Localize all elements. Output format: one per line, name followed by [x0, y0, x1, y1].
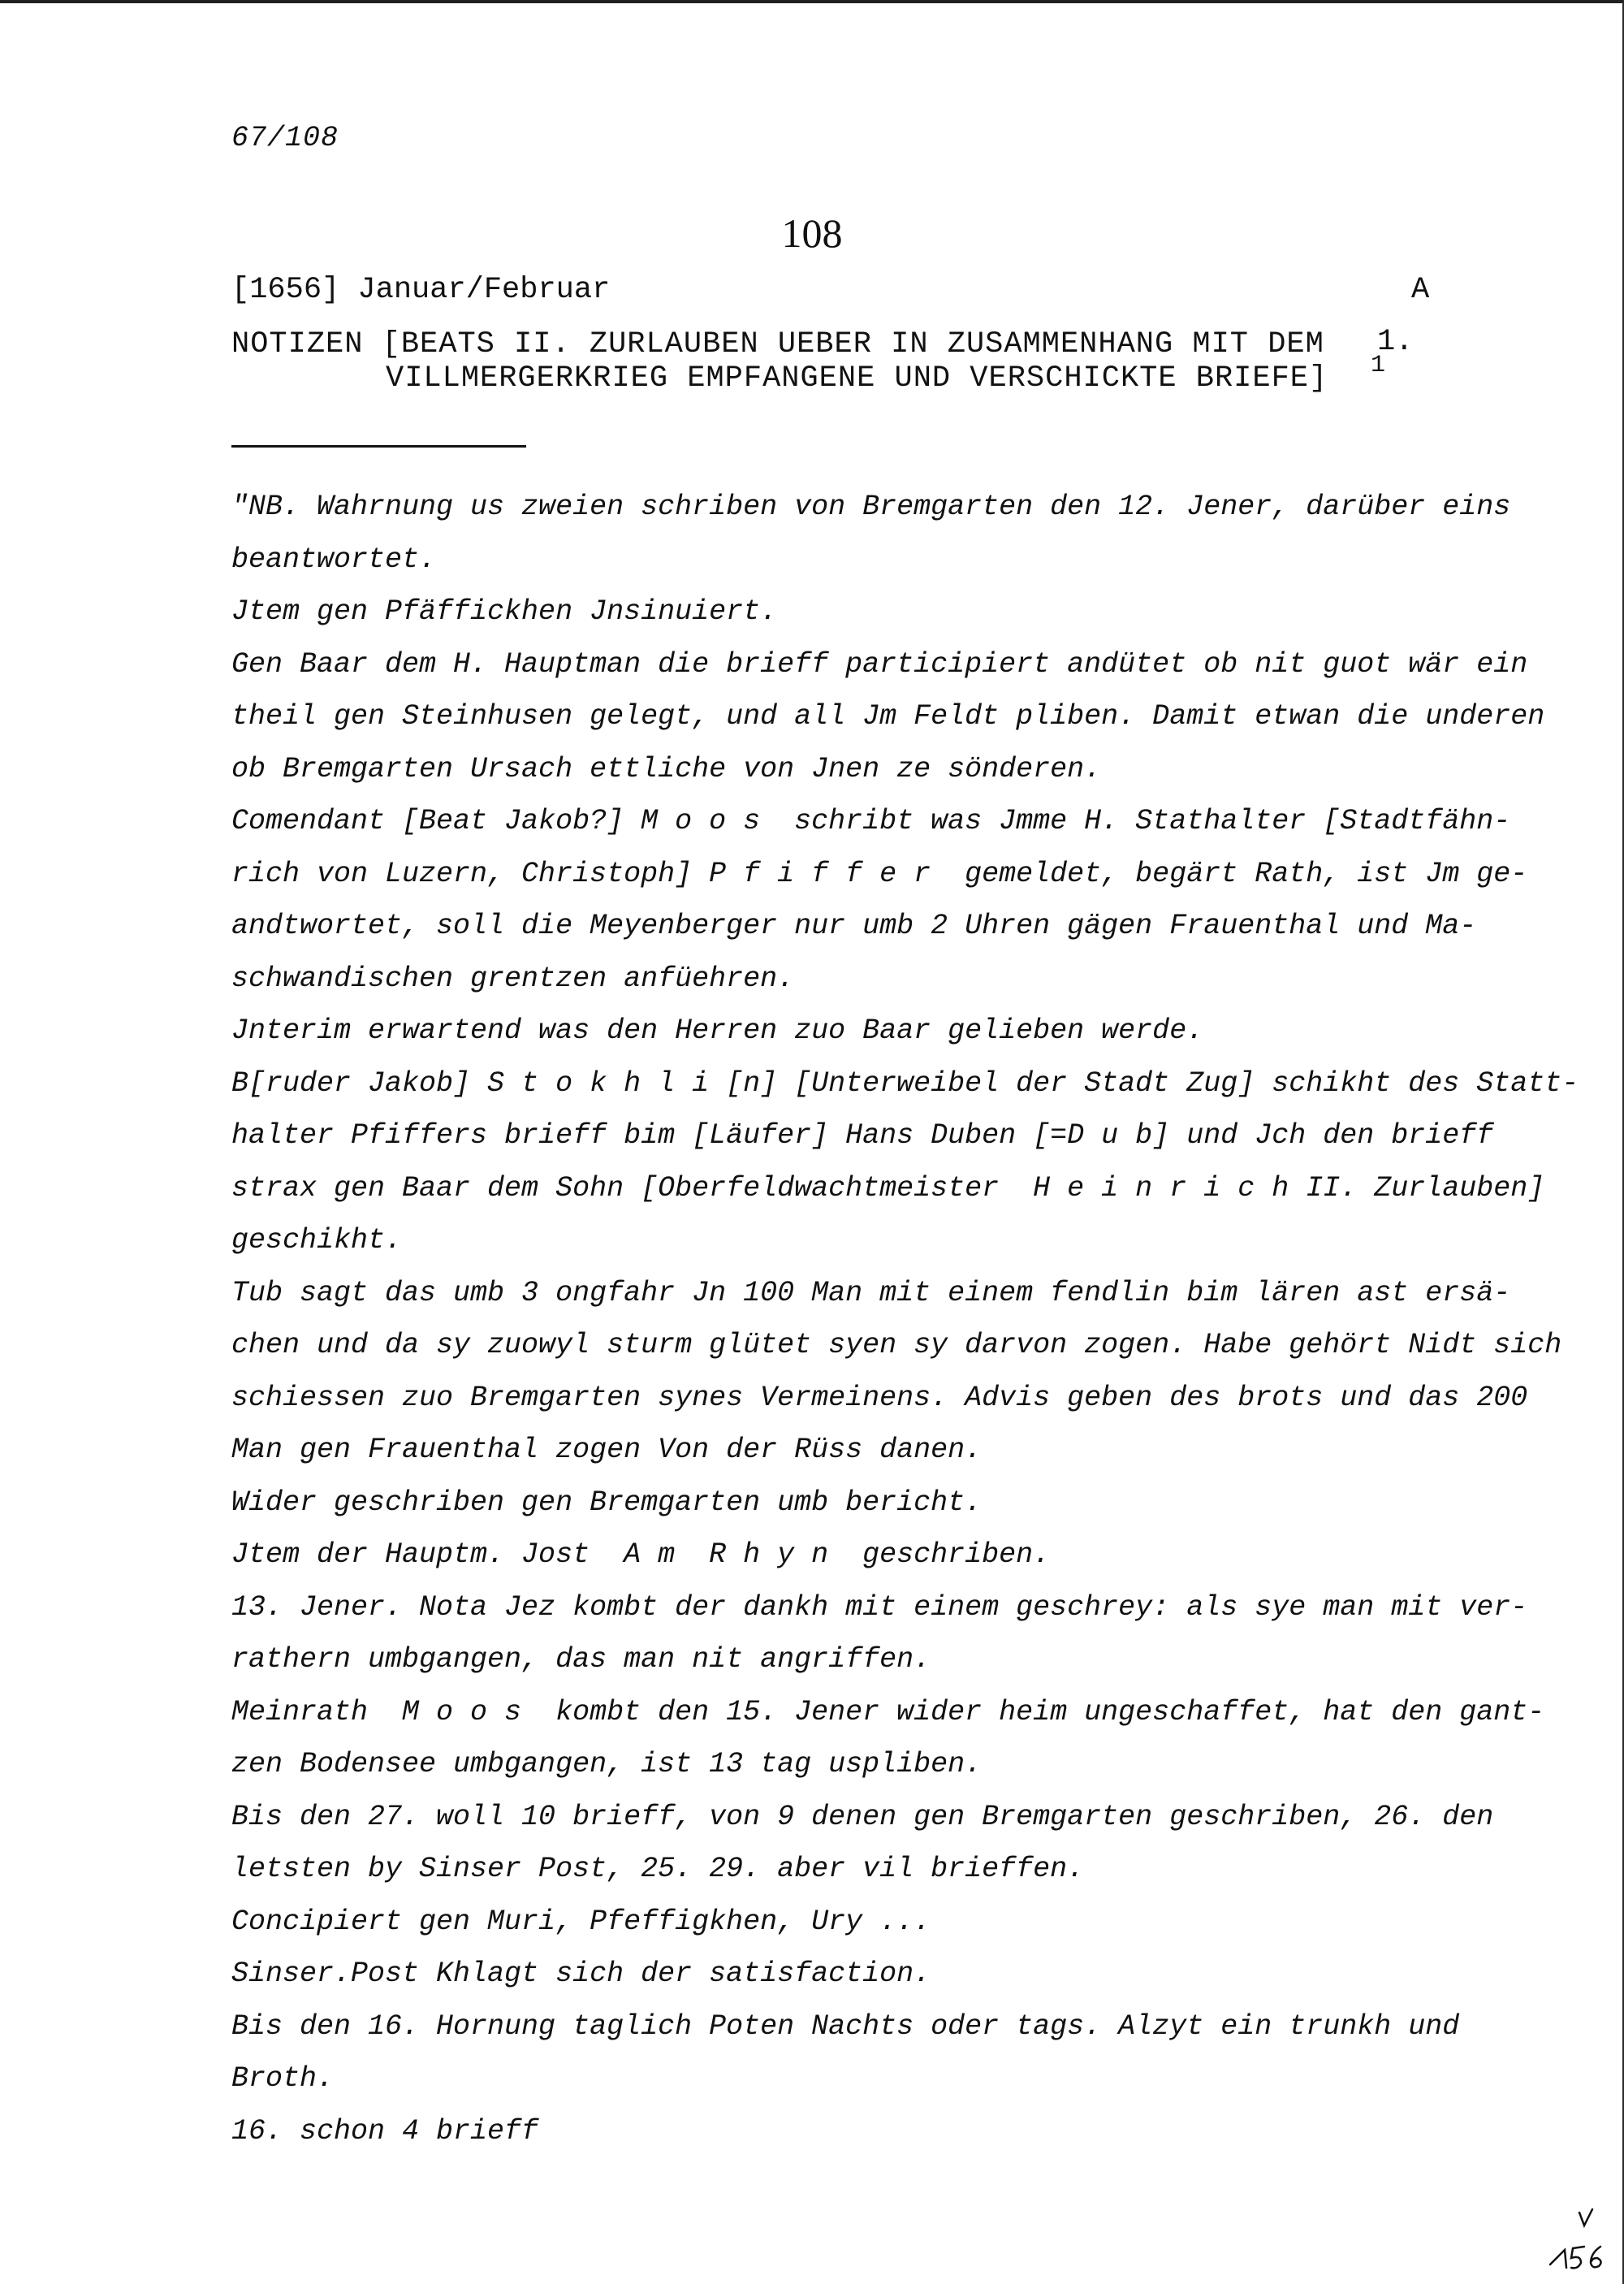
text-line: Jnterim erwartend was den Herren zuo Baar gelieben werde. — [231, 1014, 1204, 1047]
footnote-marker: 1 — [1371, 352, 1386, 379]
text-line: zen Bodensee umbgangen, ist 13 tag uspliben. — [231, 1748, 983, 1780]
text-line: Broth. — [231, 2062, 335, 2095]
text-line: Sinser.Post Khlagt sich der satisfaction. — [231, 1957, 931, 1990]
text-line: ob Bremgarten Ursach ettliche von Jnen ze sönderen. — [231, 752, 1102, 785]
text-line: Jtem gen Pfäffickhen Jnsinuiert. — [231, 595, 778, 628]
text-line: Man gen Frauenthal zogen Von der Rüss danen. — [231, 1434, 983, 1466]
transcription-body — [231, 481, 1579, 2157]
text-line: beantwortet. — [231, 543, 437, 576]
text-line: chen und da sy zuowyl sturm glütet syen sy darvon zogen. Habe gehört Nidt sich — [231, 1329, 1562, 1361]
text-line: rathern umbgangen, das man nit angriffen. — [231, 1643, 931, 1676]
text-line: letsten by Sinser Post, 25. 29. aber vil brieffen. — [231, 1853, 1085, 1885]
document-title-line-2: VILLMERGERKRIEG EMPFANGENE UND VERSCHICKTE BRIEFE] — [386, 361, 1328, 396]
text-line: "NB. Wahrnung us zweien schriben von Bremgarten den 12. Jener, darüber eins — [231, 491, 1511, 523]
text-line: 16. schon 4 brieff — [231, 2114, 539, 2148]
text-line: Jtem der Hauptm. Jost A m R h y n geschriben. — [231, 1538, 1051, 1571]
document-number: 108 — [781, 210, 843, 256]
document-title-line-1: NOTIZEN [BEATS II. ZURLAUBEN UEBER IN ZUSAMMENHANG MIT DEM — [231, 327, 1324, 361]
text-line: Comendant [Beat Jakob?] M o o s schribt was Jmme H. Stathalter [Stadtfähn- — [231, 805, 1511, 837]
text-line: Concipiert gen Muri, Pfeffigkhen, Ury ... — [231, 1905, 931, 1938]
text-line: strax gen Baar dem Sohn [Oberfeldwachtmeister H e i n r i c h II. Zurlauben] — [231, 1171, 1545, 1205]
text-line: halter Pfiffers brieff bim [Läufer] Hans Duben [=D u b] und Jch den brieff — [231, 1119, 1494, 1152]
text-line: schwandischen grentzen anfüehren. — [231, 962, 795, 995]
separator-rule — [231, 445, 526, 448]
archive-reference: 67/108 — [231, 122, 339, 154]
text-line: Wider geschriben gen Bremgarten umb bericht. — [231, 1486, 983, 1519]
text-line: Gen Baar dem H. Hauptman die brieff participiert andütet ob nit guot wär ein — [231, 647, 1528, 681]
footnote-marker-suffix: 1. — [1377, 325, 1414, 359]
text-line: Meinrath M o o s kombt den 15. Jener wider heim ungeschaffet, hat den gant- — [231, 1695, 1545, 1728]
text-line: andtwortet, soll die Meyenberger nur umb 2 Uhren gägen Frauenthal und Ma- — [231, 910, 1477, 942]
text-line: theil gen Steinhusen gelegt, und all Jm Feldt pliben. Damit etwan die underen — [231, 700, 1545, 733]
text-line: 13. Jener. Nota Jez kombt der dankh mit einem geschrey: als sye man mit ver- — [231, 1590, 1528, 1624]
text-line: Tub sagt das umb 3 ongfahr Jn 100 Man mit einem fendlin bim lären ast ersä- — [231, 1276, 1511, 1309]
document-letter: A — [1411, 273, 1430, 307]
text-line: schiessen zuo Bremgarten synes Vermeinens. Advis geben des brots und das 200 — [231, 1381, 1528, 1414]
text-line: Bis den 27. woll 10 brieff, von 9 denen gen Bremgarten geschriben, 26. den — [231, 1800, 1494, 1833]
handwritten-page-mark — [1547, 2208, 1612, 2273]
text-line: Bis den 16. Hornung taglich Poten Nachts oder tags. Alzyt ein trunkh und — [231, 2009, 1460, 2043]
text-line: geschikht. — [231, 1224, 403, 1257]
text-line: rich von Luzern, Christoph] P f i f f e r gemeldet, begärt Rath, ist Jm ge- — [231, 857, 1528, 890]
top-border — [0, 0, 1624, 3]
document-date: [1656] Januar/Februar — [231, 273, 611, 307]
text-line: B[ruder Jakob] S t o k h l i [n] [Unterweibel der Stadt Zug] schikht des Statt- — [231, 1066, 1579, 1100]
